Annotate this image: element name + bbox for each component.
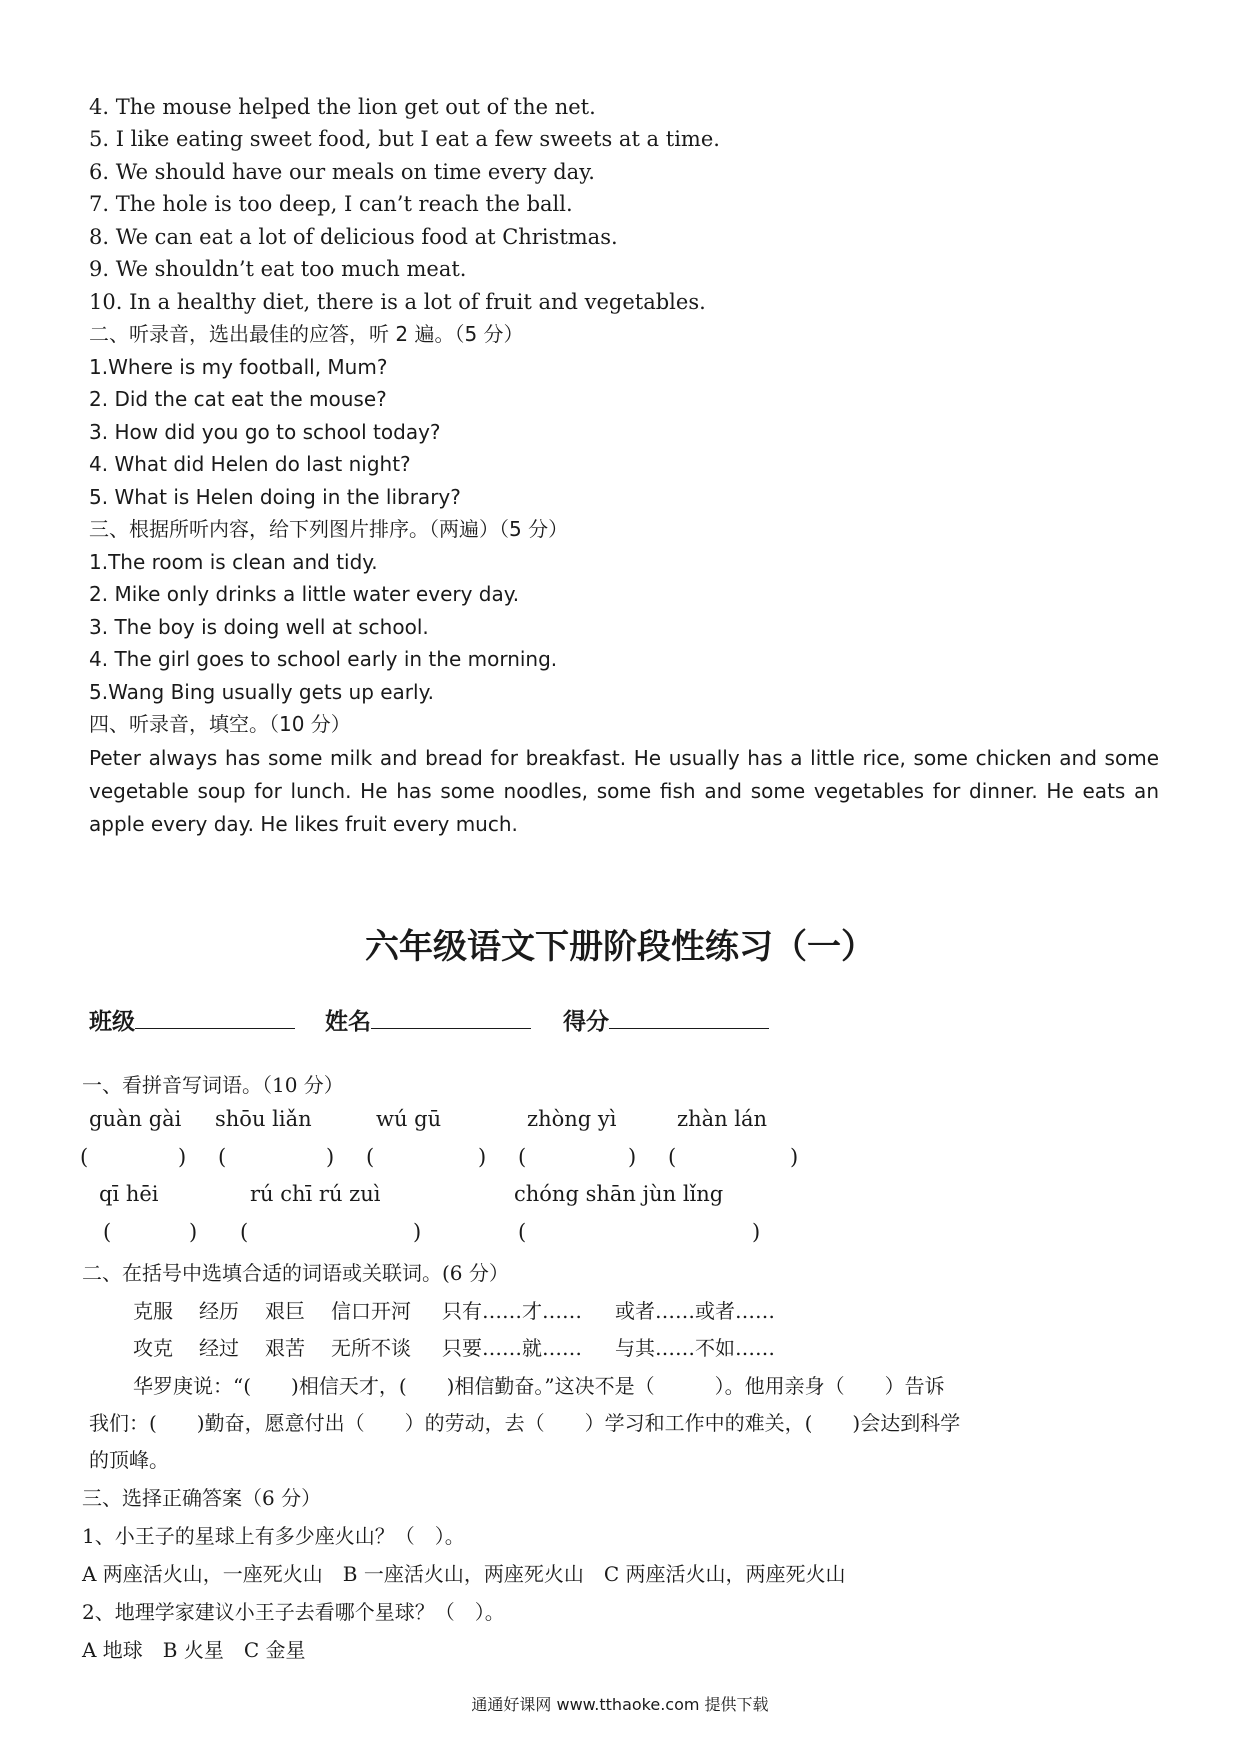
answer-paren-open: ( (518, 1220, 527, 1244)
class-blank[interactable] (135, 1010, 295, 1029)
q2-heading: 二、在括号中选填合适的词语或关联词。(6 分） (82, 1261, 509, 1285)
sentence-9: 9. We shouldn’t eat too much meat. (89, 257, 467, 281)
pinyin-item: chóng shān jùn lǐng (514, 1182, 724, 1206)
answer-paren-open: ( (80, 1145, 89, 1169)
word-option: 只要……就…… (442, 1336, 582, 1360)
q3-heading: 三、选择正确答案（6 分） (82, 1486, 322, 1510)
word-option: 经历 (199, 1299, 239, 1323)
answer-paren-close: ) (189, 1220, 198, 1244)
part2-item: 5. What is Helen doing in the library? (89, 485, 461, 509)
name-blank[interactable] (371, 1010, 531, 1029)
answer-paren-open: ( (668, 1145, 677, 1169)
answer-paren-close: ) (413, 1220, 422, 1244)
pinyin-item: zhòng yì (527, 1107, 617, 1131)
score-blank[interactable] (609, 1010, 769, 1029)
q3-question-2: 2、地理学家建议小王子去看哪个星球？（ ）。 (82, 1600, 505, 1624)
answer-paren-open: ( (366, 1145, 375, 1169)
q2-text-line: 我们：( )勤奋，愿意付出（ ）的劳动，去（ ）学习和工作中的难关，( )会达到科学 (89, 1411, 961, 1435)
exam-title: 六年级语文下册阶段性练习（一） (365, 927, 875, 967)
footer-credit: 通通好课网 www.tthaoke.com 提供下载 (471, 1695, 769, 1714)
word-option: 与其……不如…… (615, 1336, 775, 1360)
sentence-4: 4. The mouse helped the lion get out of the net. (89, 95, 596, 119)
answer-paren-open: ( (103, 1220, 112, 1244)
part3-item: 5.Wang Bing usually gets up early. (89, 680, 434, 704)
pinyin-item: wú gū (376, 1107, 442, 1131)
answer-paren-close: ) (478, 1145, 487, 1169)
q2-text-line: 华罗庚说：“( )相信天才，( )相信勤奋。”这决不是（ ）。他用亲身（ ）告诉 (133, 1374, 945, 1398)
sentence-6: 6. We should have our meals on time every day. (89, 160, 595, 184)
part4-heading: 四、听录音，填空。（10 分） (89, 712, 351, 736)
class-field (89, 1003, 295, 1036)
sentence-10: 10. In a healthy diet, there is a lot of fruit and vegetables. (89, 290, 706, 314)
part2-item: 3. How did you go to school today? (89, 420, 441, 444)
pinyin-item: shōu liǎn (215, 1107, 312, 1131)
part2-item: 4. What did Helen do last night? (89, 452, 411, 476)
answer-paren-open: ( (518, 1145, 527, 1169)
word-option: 克服 (133, 1299, 173, 1323)
word-option: 经过 (199, 1336, 239, 1360)
word-option: 无所不谈 (331, 1336, 411, 1360)
pinyin-item: guàn gài (89, 1107, 182, 1131)
part4-passage: Peter always has some milk and bread for breakfast. He usually has a little rice, some chicken and some vegetable soup for lunch. He has some noodles, some fish and some vegetables for dinner. He eats an apple every day. He likes fruit every much. (89, 746, 1159, 836)
answer-paren-close: ) (752, 1220, 761, 1244)
answer-paren-close: ) (790, 1145, 799, 1169)
q1-heading: 一、看拼音写词语。（10 分） (82, 1073, 344, 1097)
part3-heading: 三、根据所听内容，给下列图片排序。（两遍）（5 分） (89, 517, 569, 541)
word-option: 或者……或者…… (615, 1299, 775, 1323)
sentence-8: 8. We can eat a lot of delicious food at Christmas. (89, 225, 618, 249)
word-option: 艰巨 (265, 1299, 305, 1323)
pinyin-item: zhàn lán (677, 1107, 768, 1131)
q2-text-line: 的顶峰。 (89, 1448, 169, 1472)
word-option: 艰苦 (265, 1336, 305, 1360)
part2-item: 2. Did the cat eat the mouse? (89, 387, 387, 411)
answer-paren-open: ( (218, 1145, 227, 1169)
sentence-5: 5. I like eating sweet food, but I eat a few sweets at a time. (89, 127, 720, 151)
name-field (325, 1003, 531, 1036)
part2-heading: 二、听录音，选出最佳的应答，听 2 遍。（5 分） (89, 322, 524, 346)
part2-item: 1.Where is my football, Mum? (89, 355, 388, 379)
class-label: 班级 (89, 1009, 135, 1035)
sentence-7: 7. The hole is too deep, I can’t reach the ball. (89, 192, 573, 216)
answer-paren-close: ) (178, 1145, 187, 1169)
part3-item: 4. The girl goes to school early in the morning. (89, 647, 558, 671)
answer-paren-open: ( (240, 1220, 249, 1244)
q3-options-1: A 两座活火山，一座死火山 B 一座活火山，两座死火山 C 两座活火山，两座死火山 (82, 1562, 846, 1586)
q3-options-2: A 地球 B 火星 C 金星 (82, 1638, 306, 1662)
part3-item: 1.The room is clean and tidy. (89, 550, 378, 574)
answer-paren-close: ) (326, 1145, 335, 1169)
q3-question-1: 1、小王子的星球上有多少座火山？（ ）。 (82, 1524, 465, 1548)
word-option: 信口开河 (331, 1299, 411, 1323)
part3-item: 2. Mike only drinks a little water every day. (89, 582, 520, 606)
pinyin-item: qī hēi (99, 1182, 159, 1206)
answer-paren-close: ) (628, 1145, 637, 1169)
part3-item: 3. The boy is doing well at school. (89, 615, 429, 639)
score-label: 得分 (563, 1009, 609, 1035)
pinyin-item: rú chī rú zuì (250, 1182, 381, 1206)
word-option: 只有……才…… (442, 1299, 582, 1323)
word-option: 攻克 (133, 1336, 173, 1360)
score-field (563, 1003, 769, 1036)
name-label: 姓名 (325, 1009, 371, 1035)
